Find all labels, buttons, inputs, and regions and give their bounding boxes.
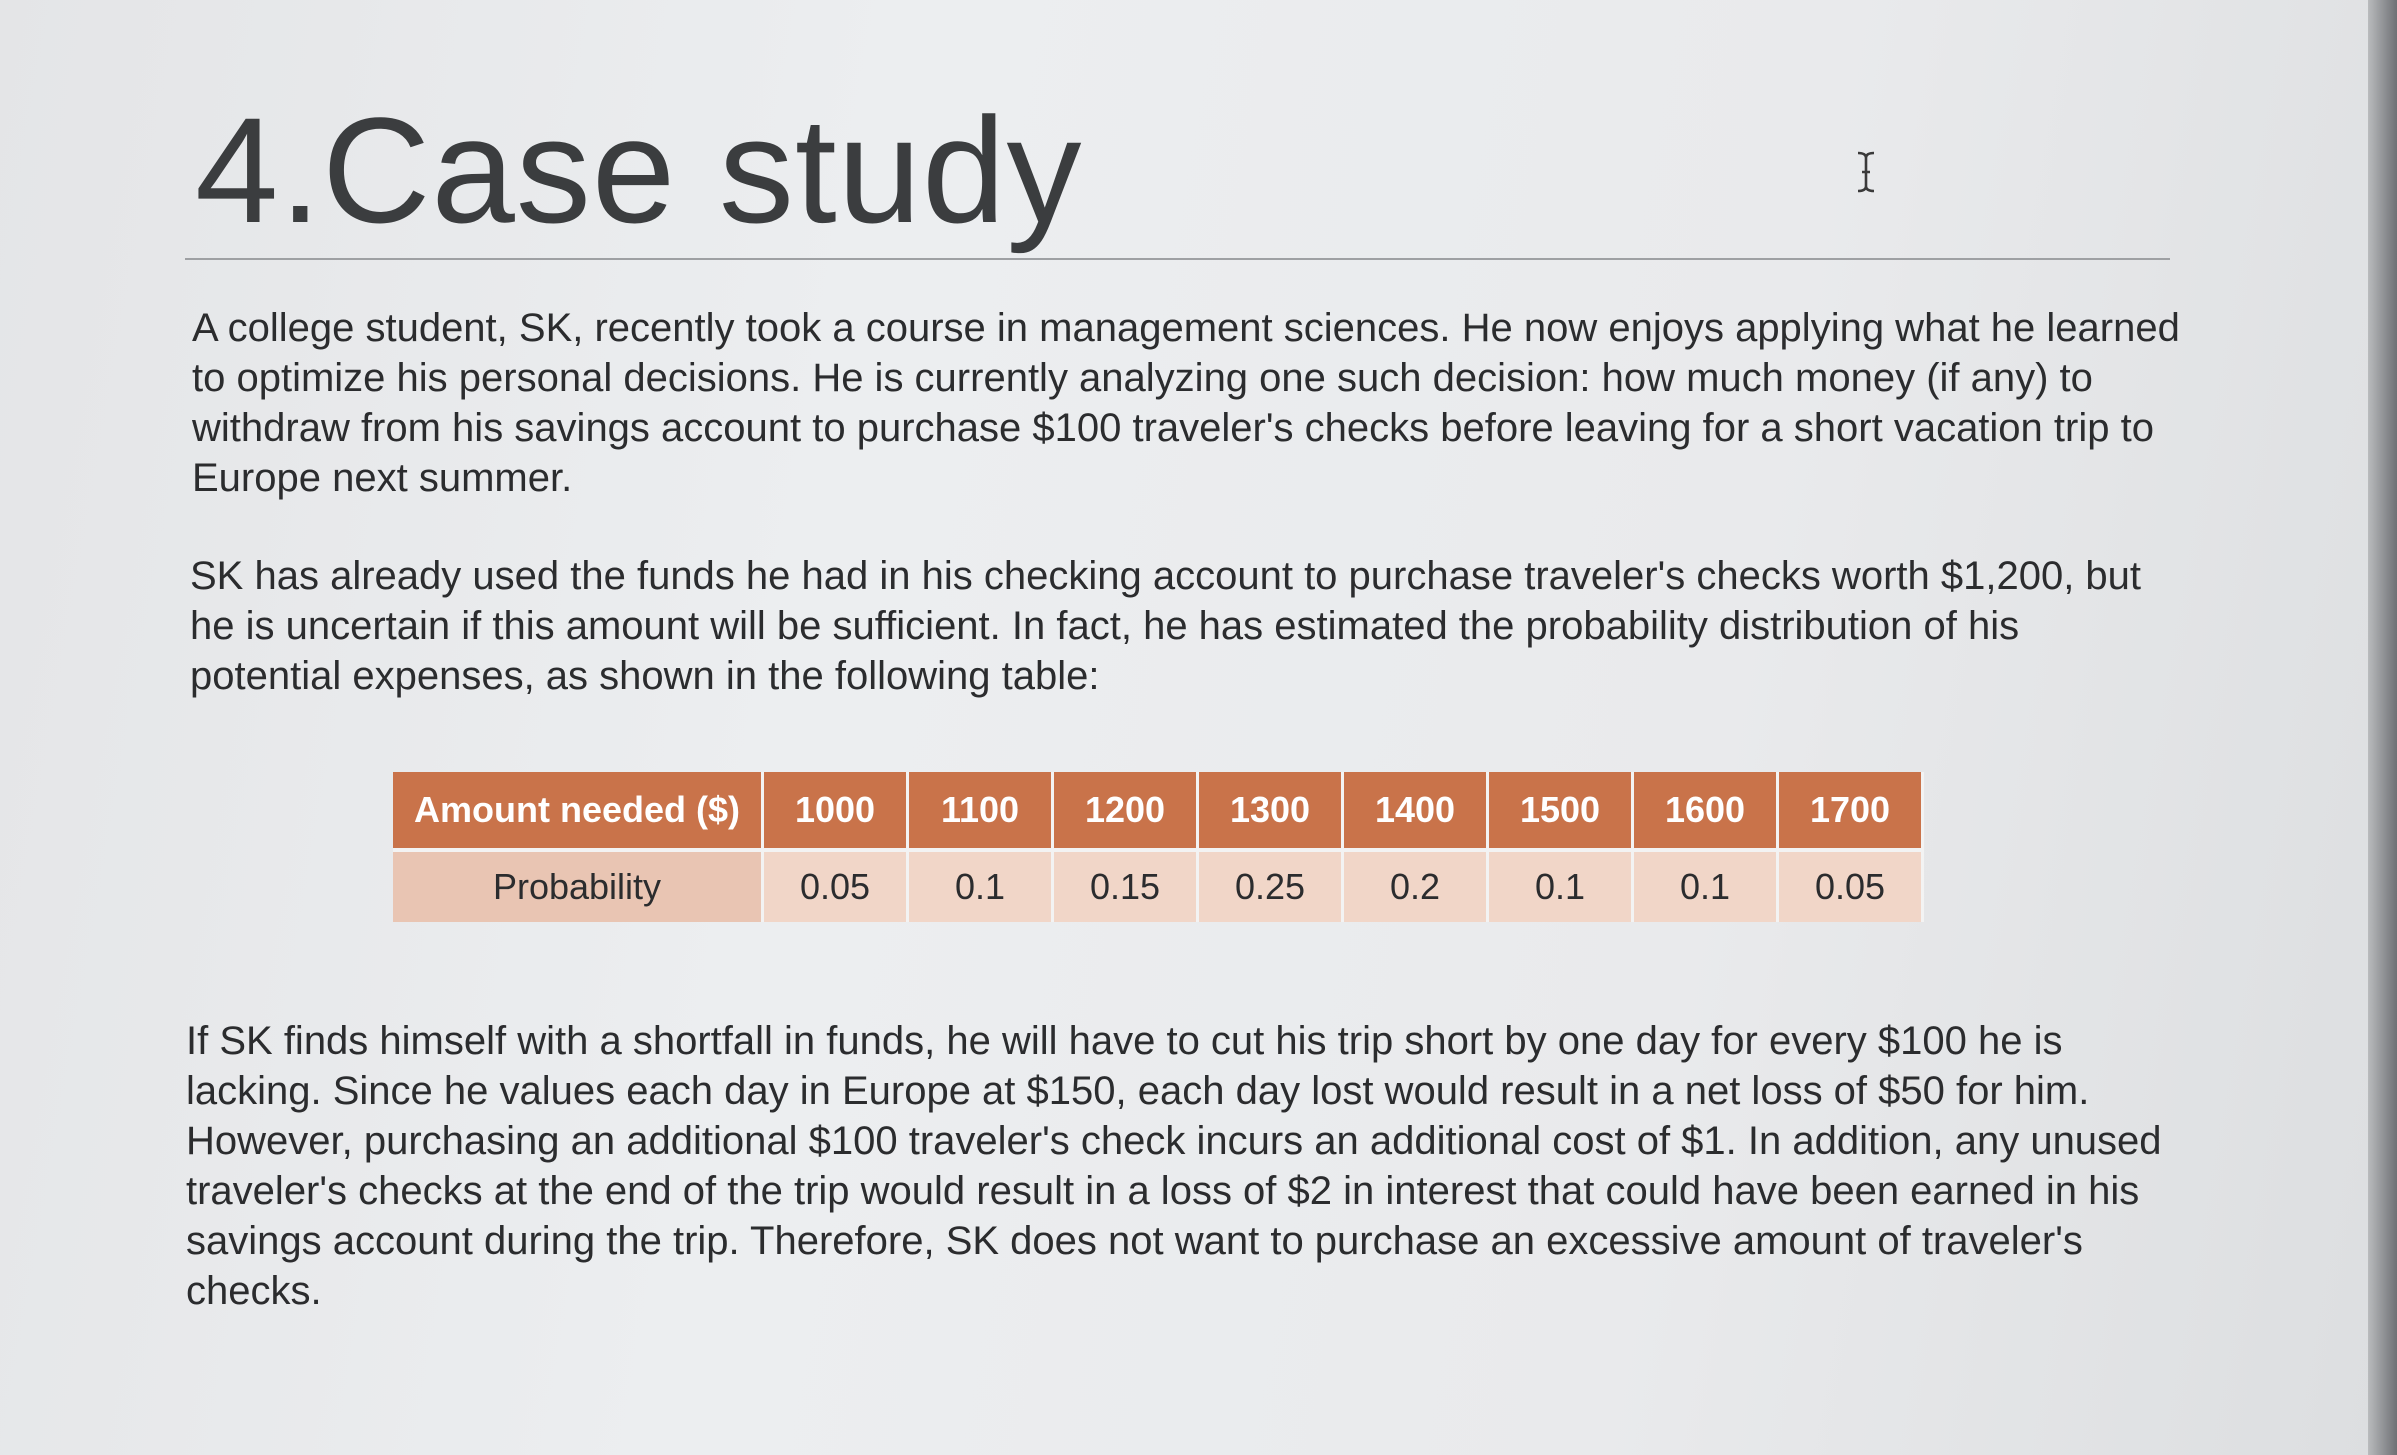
table-row-label: Probability <box>393 850 763 922</box>
table-header-cell: 1700 <box>1778 772 1923 850</box>
intro-paragraph: A college student, SK, recently took a course in management sciences. He now enjoys applying what he learned to optimize his personal decisions. He is currently analyzing one such decision: how much money (if any) to withdraw from his savings account to purchase $100 traveler's checks before leaving for a short vacation trip to Europe next summer. <box>192 306 2180 500</box>
table-cell: 0.05 <box>1778 850 1923 922</box>
shortfall-paragraph: If SK finds himself with a shortfall in funds, he will have to cut his trip short by one day for every $100 he is lacking. Since he values each day in Europe at $150, each day lost would result in a net loss of $50 for him. However, purchasing an additional $100 traveler's check incurs an additional cost of $1. In addition, any unused traveler's checks at the end of the trip would result in a loss of $2 in interest that could have been earned in his savings account during the trip. Therefore, SK does not want to purchase an excessive amount of traveler's checks. <box>186 1019 2162 1313</box>
table-header-cell: 1000 <box>763 772 908 850</box>
table-header-cell: 1600 <box>1633 772 1778 850</box>
slide-title: 4.Case study <box>195 86 1083 254</box>
table-header-cell: 1200 <box>1053 772 1198 850</box>
table-cell: 0.05 <box>763 850 908 922</box>
table-header-cell: Amount needed ($) <box>393 772 763 850</box>
table-header-row <box>393 772 1923 850</box>
text-cursor-icon <box>1855 150 1877 194</box>
table-cell: 0.1 <box>1488 850 1633 922</box>
table-header-cell: 1300 <box>1198 772 1343 850</box>
table-cell: 0.15 <box>1053 850 1198 922</box>
distribution-paragraph: SK has already used the funds he had in his checking account to purchase traveler's checks worth $1,200, but he is uncertain if this amount will be sufficient. In fact, he has estimated the probability distribution of his potential expenses, as shown in the following table: <box>190 554 2142 698</box>
table-cell: 0.25 <box>1198 850 1343 922</box>
table-row <box>393 850 1923 922</box>
table-header-cell: 1500 <box>1488 772 1633 850</box>
probability-table <box>393 772 1924 922</box>
table-cell: 0.2 <box>1343 850 1488 922</box>
table-cell: 0.1 <box>1633 850 1778 922</box>
table-header-cell: 1100 <box>908 772 1053 850</box>
title-divider <box>185 258 2170 260</box>
table-cell: 0.1 <box>908 850 1053 922</box>
table-header-cell: 1400 <box>1343 772 1488 850</box>
screen-edge <box>2368 0 2397 1455</box>
